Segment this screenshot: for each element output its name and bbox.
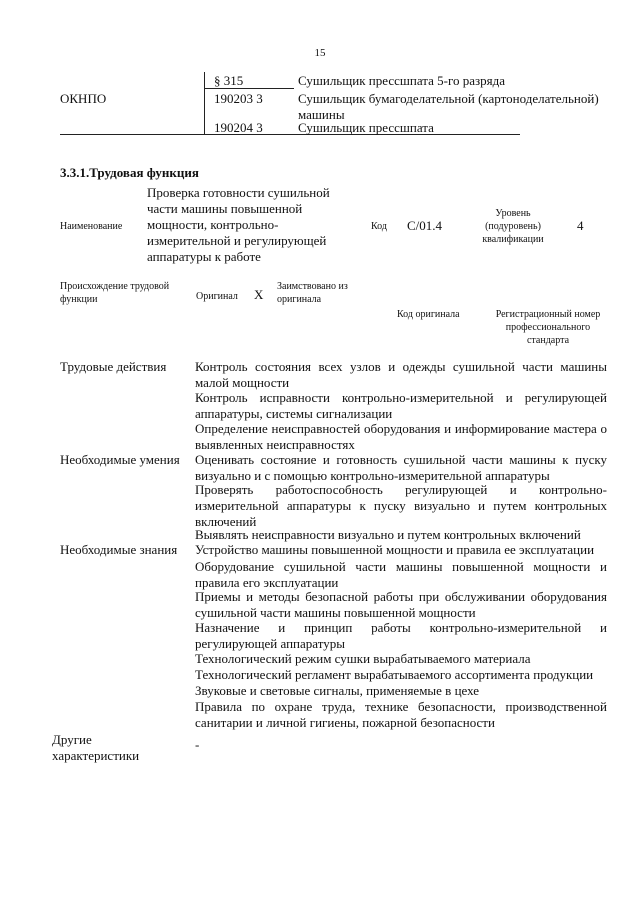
okpd-code: 190204 3 <box>214 120 263 135</box>
code-label: Код <box>371 221 387 232</box>
list-item: Технологический регламент вырабатываемого ассортимента продукции <box>195 667 594 682</box>
list-item: Оборудование сушильной части машины повышенной мощности и правила его эксплуатации <box>195 559 607 590</box>
origin-label: Происхождение трудовой функции <box>60 281 170 305</box>
other-label: Другие характеристики <box>52 732 140 763</box>
reg-number-label: Регистрационный номер профессионального стандарта <box>495 309 601 346</box>
skills-label: Необходимые умения <box>60 452 180 467</box>
okpd-code: 190203 3 <box>214 91 263 106</box>
okpd-label: ОКНПО <box>60 91 107 106</box>
okpd-name: Сушильщик прессшпата <box>298 120 434 135</box>
list-item: Контроль состояния всех узлов и одежды сушильной части машины малой мощности <box>195 359 607 390</box>
other-value: - <box>195 737 200 752</box>
list-item: Правила по охране труда, технике безопасности, производственной санитарии и личной гигиены, пожарной безопасности <box>195 699 607 730</box>
list-item: Проверять работоспособность регулирующей и контрольно-измерительной аппаратуры к пуску визуально и путем контрольных включений <box>195 482 607 529</box>
level-label: Уровень (подуровень) квалификации <box>482 208 544 245</box>
section-title: 3.3.1.Трудовая функция <box>60 165 199 180</box>
okpd-name: Сушильщик бумагоделательной (картоноделательной) машины <box>298 91 599 122</box>
list-item: Технологический режим сушки вырабатываемого материала <box>195 651 531 666</box>
list-item: Контроль исправности контрольно-измерительной и регулирующей аппаратуры, системы сигнализации <box>195 390 607 421</box>
original-label: Оригинал <box>196 291 238 302</box>
labor-actions-label: Трудовые действия <box>60 359 167 374</box>
okpd-name: Сушильщик прессшпата 5-го разряда <box>298 73 505 88</box>
page-number: 15 <box>314 47 326 59</box>
code-original-label: Код оригинала <box>397 309 460 320</box>
list-item: Выявлять неисправности визуально и путем контрольных включений <box>195 527 581 542</box>
level-value: 4 <box>577 218 584 233</box>
list-item: Звуковые и световые сигналы, применяемые в цехе <box>195 683 480 698</box>
list-item: Назначение и принцип работы контрольно-измерительной и регулирующей аппаратуры <box>195 620 607 651</box>
code-value: C/01.4 <box>407 218 443 233</box>
table-line <box>60 134 520 135</box>
original-mark: X <box>254 287 264 302</box>
okpd-code: § 315 <box>214 73 244 88</box>
list-item: Определение неисправностей оборудования и информирование мастера о выявленных неисправностях <box>195 421 607 452</box>
list-item: Оценивать состояние и готовность сушильной части машины к пуску визуально и с помощью контрольно-измерительной аппаратуры <box>195 452 607 483</box>
list-item: Приемы и методы безопасной работы при обслуживании оборудования сушильной части машины повышенной мощности <box>195 589 607 620</box>
name-label: Наименование <box>60 221 123 232</box>
list-item: Устройство машины повышенной мощности и правила ее эксплуатации <box>195 542 595 557</box>
function-name: Проверка готовности сушильной части машины повышенной мощности, контрольно-измерительной и регулирующей аппаратуры к работе <box>147 185 330 264</box>
borrowed-label: Заимствовано из оригинала <box>277 281 348 305</box>
knowledge-label: Необходимые знания <box>60 542 178 557</box>
table-divider <box>204 72 205 134</box>
